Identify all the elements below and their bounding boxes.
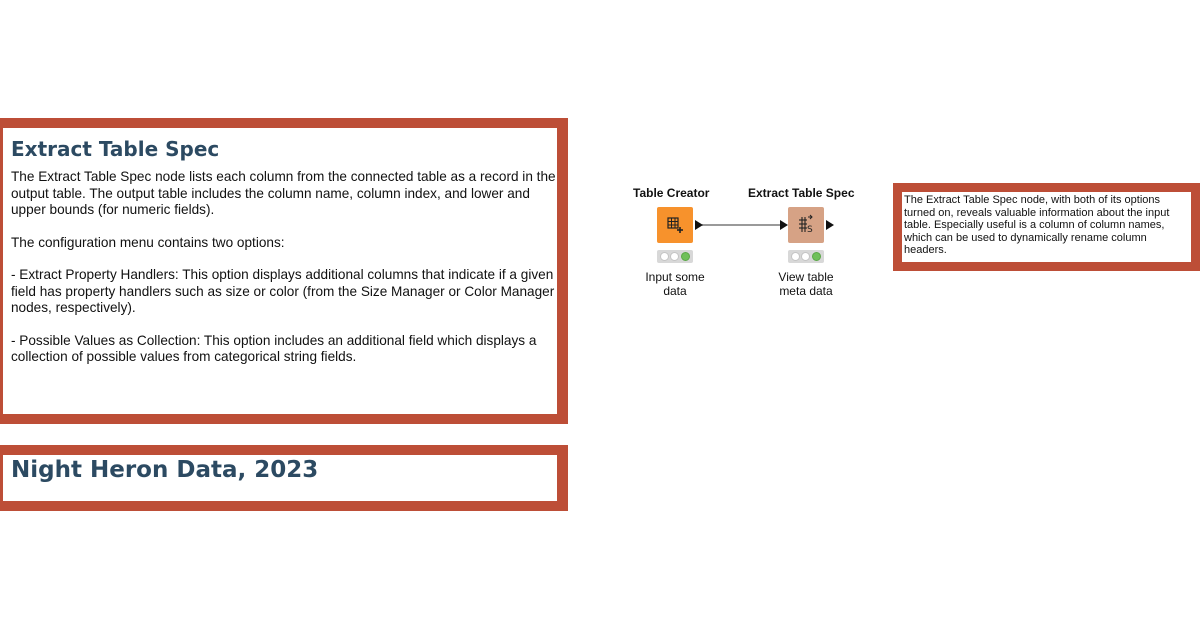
node-label[interactable] xyxy=(630,270,720,298)
input-port[interactable] xyxy=(780,220,788,230)
table-spec-icon xyxy=(795,214,817,236)
node-label-line: Input some xyxy=(645,270,705,284)
node-label-line: data xyxy=(663,284,687,298)
node-status-traffic-light xyxy=(657,250,693,263)
output-port[interactable] xyxy=(826,220,834,230)
node-status-traffic-light xyxy=(788,250,824,263)
node-title: Table Creator xyxy=(633,186,710,200)
annotation-text: The Extract Table Spec node, with both of its options turned on, reveals valuable information about the input table. Especially useful is a column of column names, which can be used to dynamically rename column headers. xyxy=(904,194,1170,256)
annotation-body xyxy=(11,169,557,366)
node-label-line: View table xyxy=(778,270,834,284)
annotation-node-description[interactable] xyxy=(893,183,1200,271)
node-label-line: meta data xyxy=(779,284,833,298)
node-label[interactable] xyxy=(761,270,851,298)
status-dot-red xyxy=(791,252,800,261)
annotation-night-heron[interactable] xyxy=(0,445,568,511)
annotation-paragraph: - Extract Property Handlers: This option displays additional columns that indicate if a given field has property handlers such as size or color (from the Size Manager or Color Manager nodes, respectively). xyxy=(11,267,555,315)
status-dot-red xyxy=(660,252,669,261)
annotation-paragraph: The configuration menu contains two options: xyxy=(11,234,285,250)
node-body[interactable] xyxy=(657,207,693,243)
node-body[interactable] xyxy=(788,207,824,243)
svg-text:S: S xyxy=(807,225,813,235)
annotation-paragraph: The Extract Table Spec node lists each column from the connected table as a record in the output table. The output table includes the column name, column index, and lower and upper bounds (for numeric fields). xyxy=(11,169,556,217)
output-port[interactable] xyxy=(695,220,703,230)
status-dot-green xyxy=(681,252,690,261)
annotation-extract-table-spec[interactable] xyxy=(0,118,568,424)
node-title: Extract Table Spec xyxy=(748,186,855,200)
annotation-title: Night Heron Data, 2023 xyxy=(11,457,319,483)
status-dot-yellow xyxy=(801,252,810,261)
connection-line[interactable] xyxy=(702,224,780,226)
annotation-title: Extract Table Spec xyxy=(11,137,220,161)
status-dot-yellow xyxy=(670,252,679,261)
table-creator-icon xyxy=(665,215,685,235)
status-dot-green xyxy=(812,252,821,261)
annotation-paragraph: - Possible Values as Collection: This option includes an additional field which displays a collection of possible values from categorical string fields. xyxy=(11,332,537,364)
